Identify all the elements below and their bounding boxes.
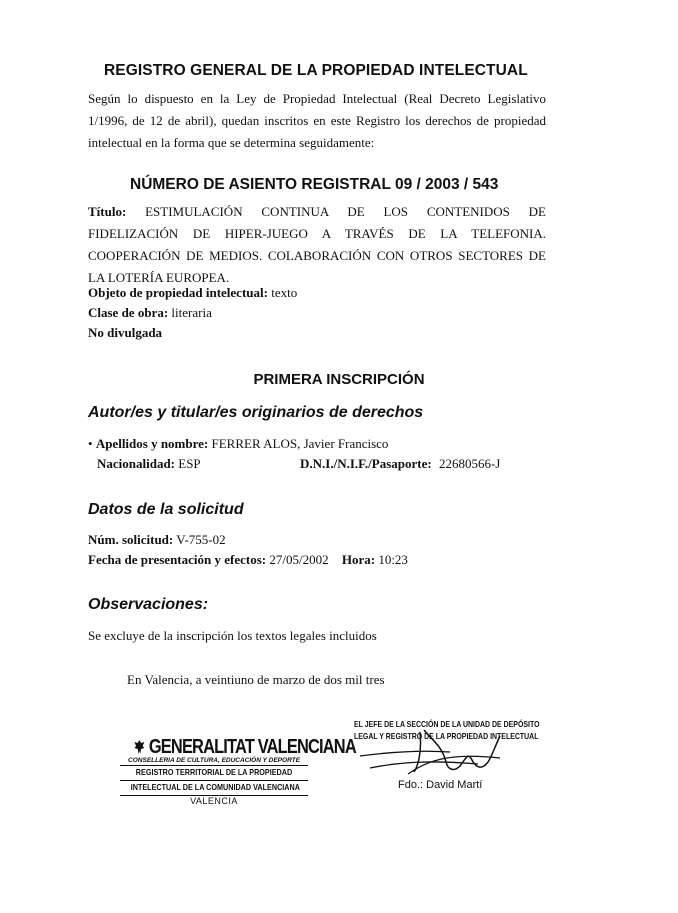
num-solicitud-label: Núm. solicitud: [88,532,174,547]
stamp-city: VALENCIA [190,796,238,806]
solicitud-heading: Datos de la solicitud [88,501,244,518]
signer-name: Fdo.: David Martí [398,779,483,791]
divulgada-text: No divulgada [88,325,163,340]
stamp-org: GENERALITAT VALENCIANA [134,736,295,759]
divulgada-row [88,323,162,343]
clase-row [88,303,212,323]
bullet-icon: • [88,436,93,451]
fecha-label: Fecha de presentación y efectos: [88,552,267,567]
objeto-row [88,283,297,303]
dni-row [300,454,500,474]
titulo-label: Título: [88,204,127,219]
stamp-line-2: INTELECTUAL DE LA COMUNIDAD VALENCIANA [130,782,300,792]
num-solicitud-row [88,530,226,550]
titulo-block [88,201,546,289]
hora-value: 10:23 [378,552,408,567]
observaciones-heading: Observaciones: [88,596,209,613]
objeto-value: texto [271,285,298,300]
observaciones-text: Se excluye de la inscripción los textos legales incluidos [88,628,377,643]
signature-title-1: EL JEFE DE LA SECCIÓN DE LA UNIDAD DE DEPÓSITO [354,719,540,729]
stamp-line-1: REGISTRO TERRITORIAL DE LA PROPIEDAD [135,767,293,777]
titulo-value: ESTIMULACIÓN CONTINUA DE LOS CONTENIDOS DE FIDELIZACIÓN DE HIPER-JUEGO A TRAVÉS DE LA TELEFONIA. COOPERACIÓN DE MEDIOS. COLABORACIÓN CON OTROS SECTORES DE LA LOTERÍA EUROPEA. [88,204,546,285]
stamp-conselleria: CONSELLERIA DE CULTURA, EDUCACIÓN Y DEPORTE [128,757,300,764]
intro-paragraph: Según lo dispuesto en la Ley de Propiedad Intelectual (Real Decreto Legislativo 1/1996, de 12 de abril), quedan inscritos en este Registro los derechos de propiedad intelectual en la forma que se determina seguidamente: [88,91,546,150]
nombre-value: FERRER ALOS, Javier Francisco [211,436,389,451]
hora-label: Hora: [341,552,376,567]
inscripcion-heading: PRIMERA INSCRIPCIÓN [253,371,425,388]
asiento-heading: NÚMERO DE ASIENTO REGISTRAL 09 / 2003 / 543 [130,176,499,193]
autores-heading: Autor/es y titular/es originarios de derechos [88,404,424,421]
signature-title-2: LEGAL Y REGISTRO DE LA PROPIEDAD INTELECTUAL [354,731,539,741]
nacionalidad-label: Nacionalidad: [97,456,176,471]
autor-nombre-row [88,434,388,454]
bat-emblem-icon [134,736,149,758]
fecha-row [88,550,408,570]
nacionalidad-row [97,454,201,474]
dni-value: 22680566-J [438,456,501,471]
official-stamp [116,736,356,806]
place-date: En Valencia, a veintiuno de marzo de dos mil tres [127,672,385,687]
clase-label: Clase de obra: [88,305,169,320]
handwritten-signature-icon [350,722,530,782]
nombre-label: Apellidos y nombre: [95,436,209,451]
dni-label: D.N.I./N.I.F./Pasaporte: [300,456,432,471]
num-solicitud-value: V-755-02 [176,532,226,547]
nacionalidad-value: ESP [178,456,201,471]
objeto-label: Objeto de propiedad intelectual: [88,285,268,300]
clase-value: literaria [171,305,212,320]
page-title: REGISTRO GENERAL DE LA PROPIEDAD INTELECTUAL [104,62,528,79]
fecha-value: 27/05/2002 [269,552,329,567]
